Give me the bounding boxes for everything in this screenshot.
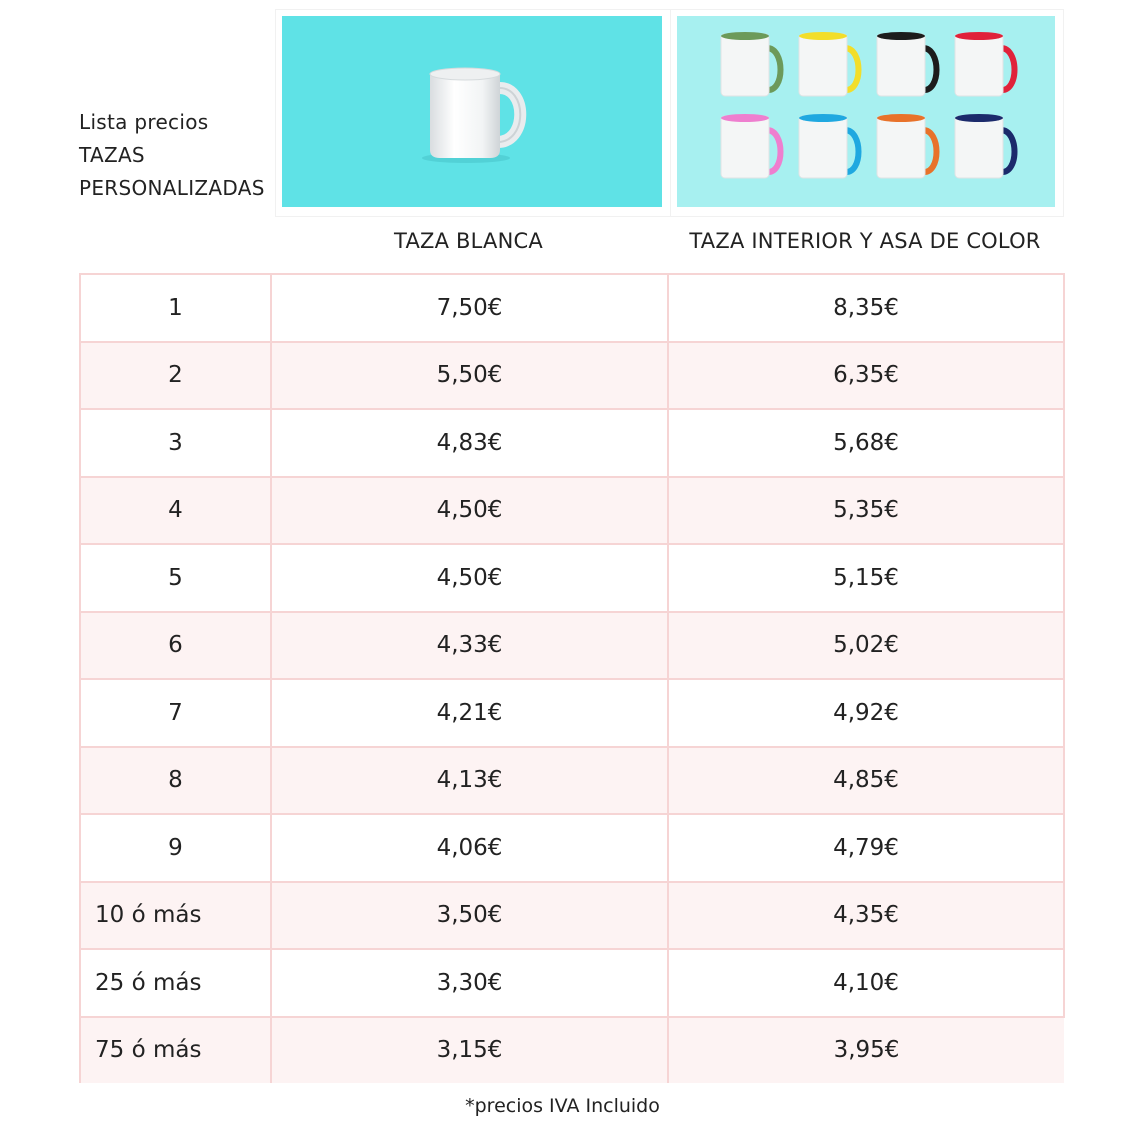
- color-price-cell: 5,02€: [668, 612, 1064, 680]
- price-list-title: [79, 106, 265, 205]
- quantity-cell: 25 ó más: [80, 949, 271, 1017]
- white-mug-photo: [282, 16, 662, 207]
- header-white-mug: TAZA BLANCA: [394, 229, 543, 253]
- table-row: [80, 882, 1064, 950]
- white-price-cell: 3,50€: [271, 882, 668, 950]
- quantity-cell: 8: [80, 747, 271, 815]
- table-row: [80, 747, 1064, 815]
- color-price-cell: 8,35€: [668, 274, 1064, 342]
- price-table: [79, 273, 1065, 1083]
- color-mug-icon: [955, 114, 1015, 178]
- quantity-cell: 75 ó más: [80, 1017, 271, 1084]
- quantity-cell: 9: [80, 814, 271, 882]
- quantity-cell: 2: [80, 342, 271, 410]
- table-row: [80, 409, 1064, 477]
- white-price-cell: 4,50€: [271, 477, 668, 545]
- color-price-cell: 4,92€: [668, 679, 1064, 747]
- title-line-1: Lista precios: [79, 110, 209, 134]
- white-price-cell: 4,13€: [271, 747, 668, 815]
- header-color-mug: TAZA INTERIOR Y ASA DE COLOR: [689, 229, 1041, 253]
- color-mug-icon: [799, 114, 859, 178]
- color-mug-icon: [877, 114, 937, 178]
- color-price-cell: 4,10€: [668, 949, 1064, 1017]
- table-row: [80, 274, 1064, 342]
- white-price-cell: 4,83€: [271, 409, 668, 477]
- color-mug-icon: [721, 114, 781, 178]
- color-price-cell: 4,79€: [668, 814, 1064, 882]
- table-row: [80, 814, 1064, 882]
- color-mug-icon: [877, 32, 937, 96]
- color-price-cell: 4,35€: [668, 882, 1064, 950]
- white-price-cell: 3,15€: [271, 1017, 668, 1084]
- color-price-cell: 6,35€: [668, 342, 1064, 410]
- quantity-cell: 10 ó más: [80, 882, 271, 950]
- color-price-cell: 5,15€: [668, 544, 1064, 612]
- color-price-cell: 5,68€: [668, 409, 1064, 477]
- quantity-cell: 5: [80, 544, 271, 612]
- table-row: [80, 1017, 1064, 1084]
- title-line-3: PERSONALIZADAS: [79, 176, 265, 200]
- quantity-cell: 3: [80, 409, 271, 477]
- vat-footnote: *precios IVA Incluido: [465, 1095, 660, 1117]
- color-mugs-photo: [677, 16, 1055, 207]
- color-price-cell: 5,35€: [668, 477, 1064, 545]
- table-row: [80, 477, 1064, 545]
- quantity-cell: 4: [80, 477, 271, 545]
- color-mug-icon: [721, 32, 781, 96]
- white-price-cell: 4,50€: [271, 544, 668, 612]
- white-price-cell: 7,50€: [271, 274, 668, 342]
- color-mugs-icon: [677, 16, 1055, 207]
- color-mug-icon: [955, 32, 1015, 96]
- white-price-cell: 3,30€: [271, 949, 668, 1017]
- quantity-cell: 6: [80, 612, 271, 680]
- white-price-cell: 5,50€: [271, 342, 668, 410]
- color-price-cell: 4,85€: [668, 747, 1064, 815]
- white-mug-icon: [282, 16, 662, 207]
- title-line-2: TAZAS: [79, 143, 145, 167]
- white-price-cell: 4,33€: [271, 612, 668, 680]
- table-row: [80, 544, 1064, 612]
- quantity-cell: 7: [80, 679, 271, 747]
- quantity-cell: 1: [80, 274, 271, 342]
- table-row: [80, 612, 1064, 680]
- table-row: [80, 342, 1064, 410]
- white-price-cell: 4,21€: [271, 679, 668, 747]
- white-price-cell: 4,06€: [271, 814, 668, 882]
- color-mug-icon: [799, 32, 859, 96]
- table-row: [80, 679, 1064, 747]
- table-row: [80, 949, 1064, 1017]
- color-price-cell: 3,95€: [668, 1017, 1064, 1084]
